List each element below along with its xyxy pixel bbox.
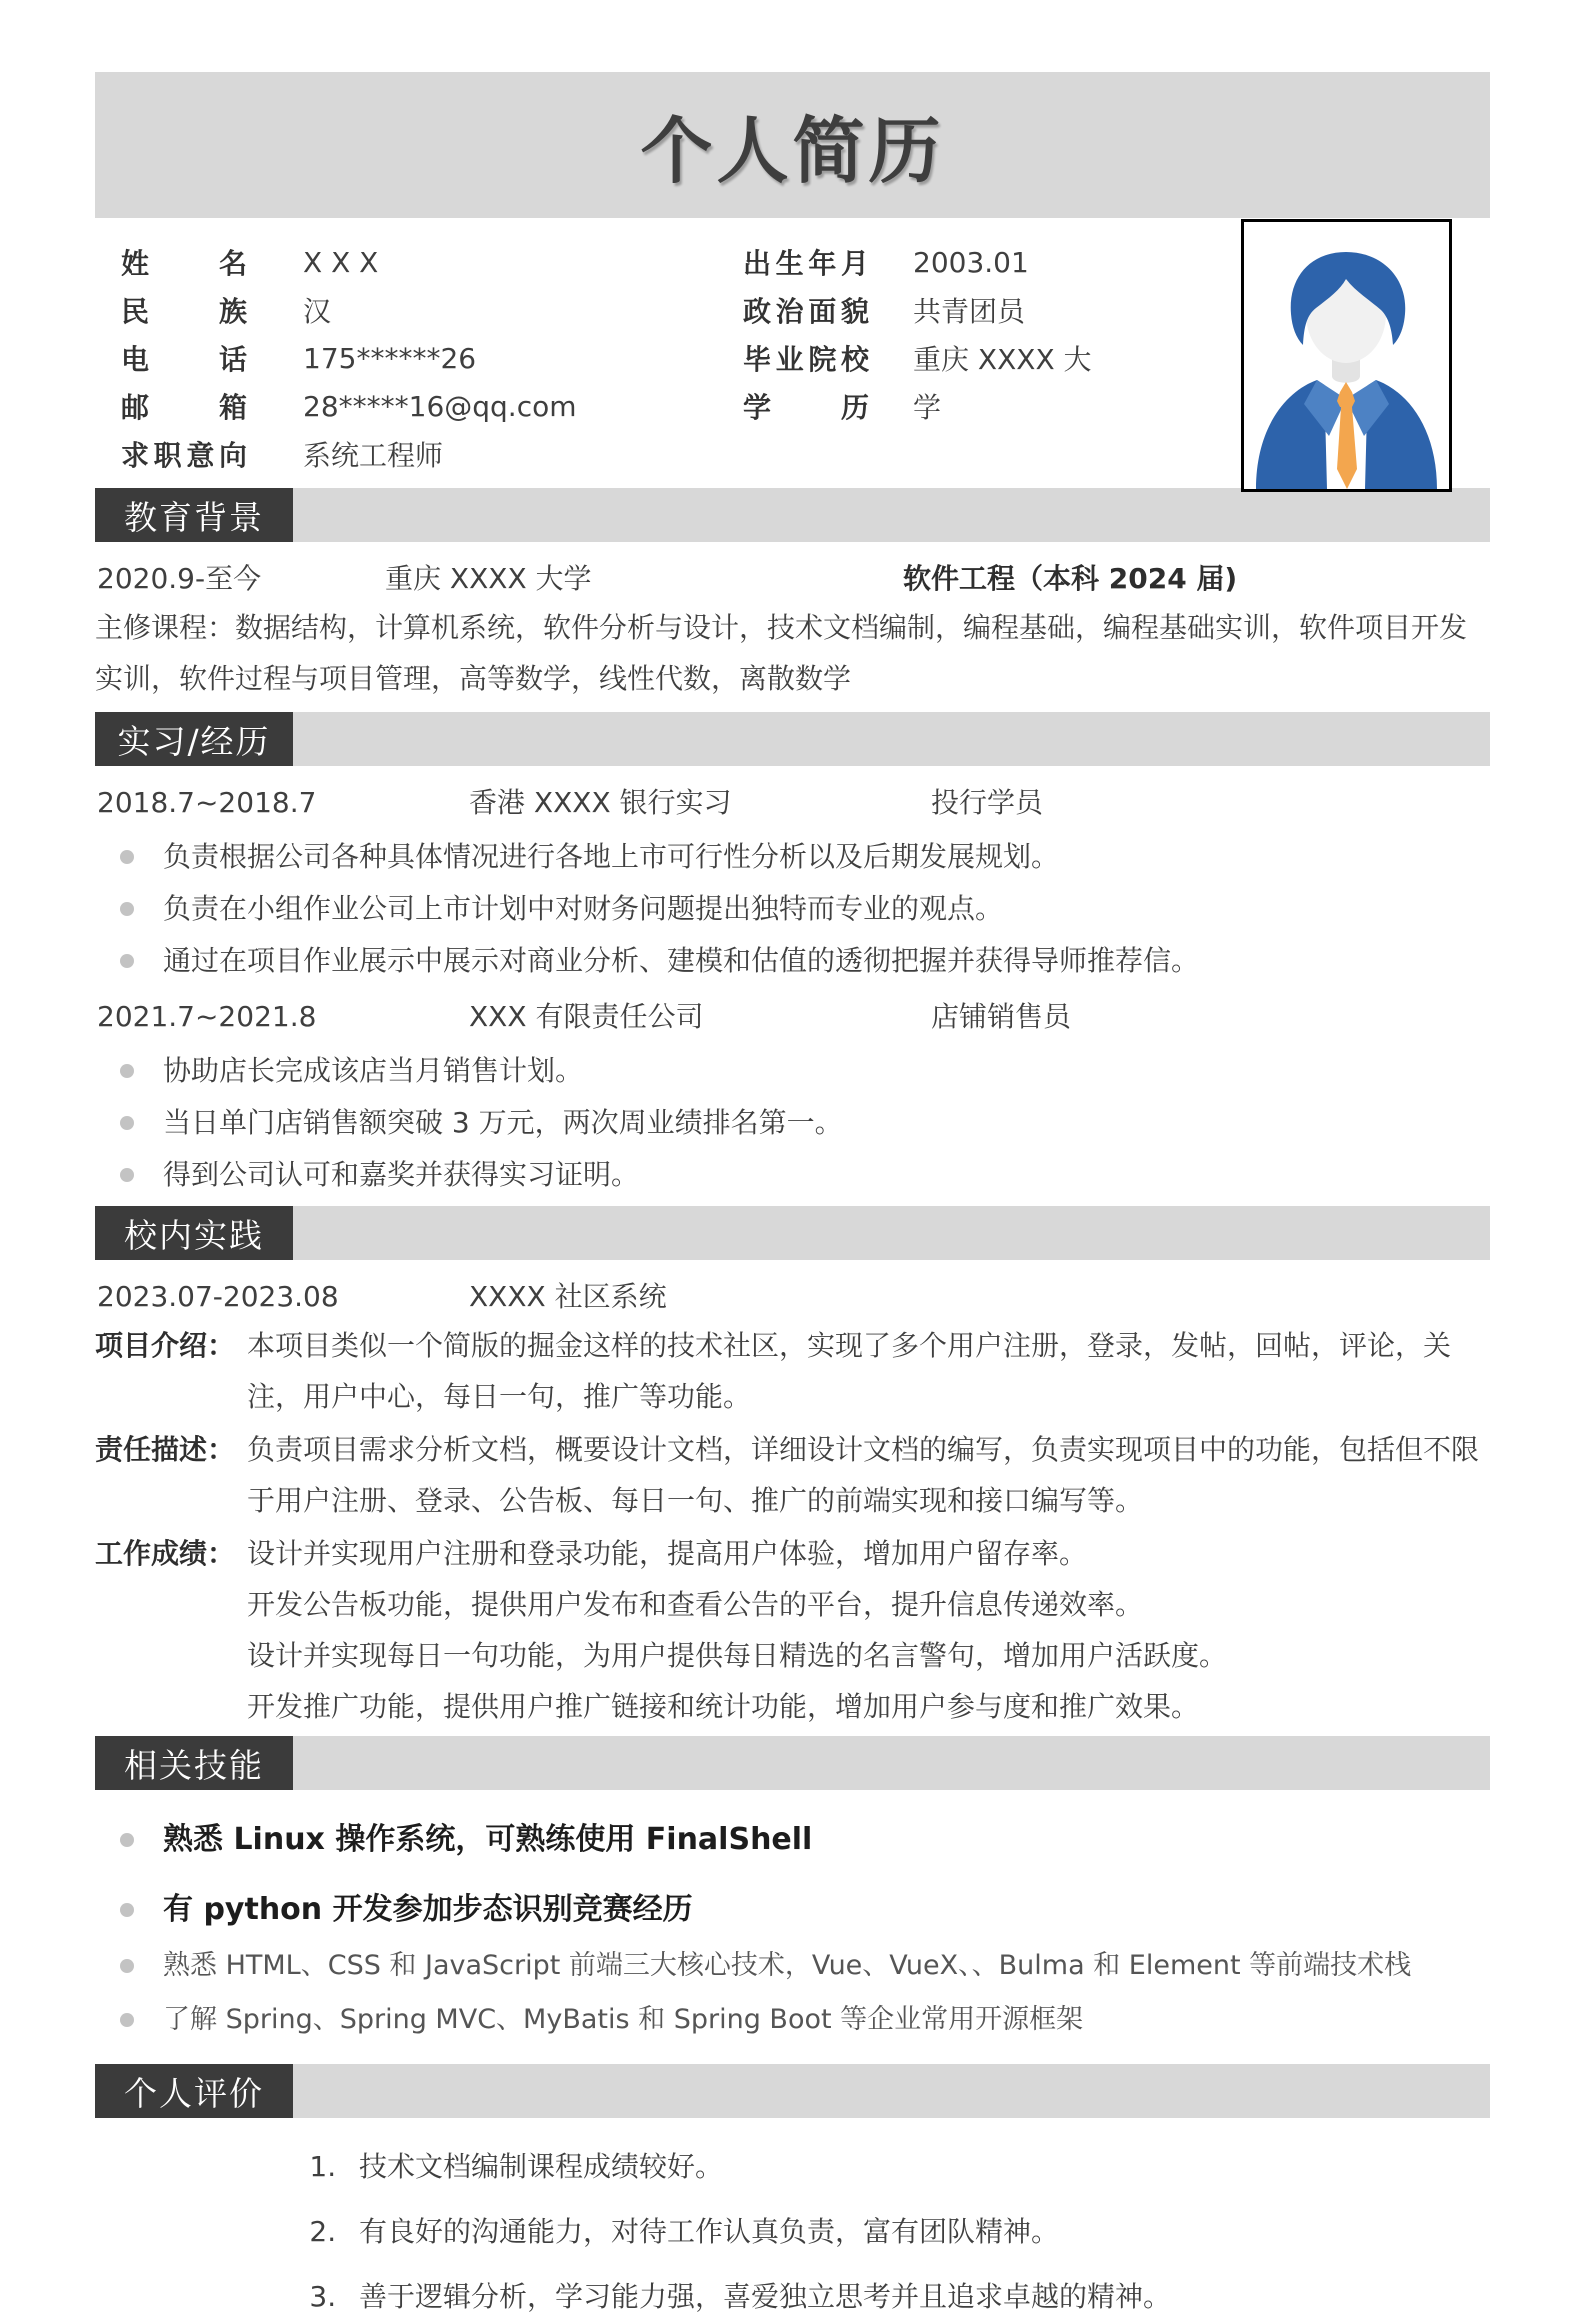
profile-section — [95, 218, 1490, 484]
section-header — [95, 1206, 1490, 1260]
job-row — [97, 782, 1490, 824]
bullet-text: 通过在项目作业展示中展示对商业分析、建模和估值的透彻把握并获得导师推荐信。 — [163, 944, 1200, 977]
bullet-dot-icon — [120, 1064, 134, 1078]
profile-row-political — [743, 286, 1243, 334]
field-value: 175******26 — [303, 341, 477, 375]
practice-item-body — [247, 1424, 1490, 1526]
section-header-bar — [293, 2064, 1490, 2118]
field-label: 电话 — [121, 343, 247, 376]
field-label: 出生年月 — [743, 247, 869, 280]
evaluation-item: 3. 善于逻辑分析，学习能力强，喜爱独立思考并且追求卓越的精神。 — [345, 2278, 1490, 2316]
education-period: 2020.9-至今 — [97, 562, 262, 595]
practice-item-body — [247, 1320, 1490, 1422]
practice-line: 开发公告板功能，提供用户发布和查看公告的平台，提升信息传递效率。 — [247, 1588, 1144, 1621]
bullet-text: 得到公司认可和嘉奖并获得实习证明。 — [163, 1158, 640, 1191]
experience-job — [95, 996, 1490, 1194]
bullet-item — [95, 890, 1490, 928]
field-label: 政治面貌 — [743, 295, 869, 328]
skill-item — [95, 1948, 1490, 1984]
practice-line: 设计并实现每日一句功能，为用户提供每日精选的名言警句，增加用户活跃度。 — [247, 1639, 1228, 1672]
section-heading: 相关技能 — [95, 1736, 293, 1790]
field-value: 学 — [913, 391, 942, 424]
bullet-item — [95, 1104, 1490, 1142]
skill-text: 熟悉 Linux 操作系统，可熟练使用 FinalShell — [163, 1822, 813, 1857]
profile-column-left — [95, 238, 743, 478]
field-value: X X X — [303, 245, 379, 279]
job-row — [97, 996, 1490, 1038]
bullet-dot-icon — [120, 1116, 134, 1130]
section-header — [95, 712, 1490, 766]
skill-text: 有 python 开发参加步态识别竞赛经历 — [163, 1892, 693, 1927]
profile-row-birth — [743, 238, 1243, 286]
job-role: 店铺销售员 — [931, 1000, 1072, 1033]
field-value: 汉 — [303, 295, 332, 328]
field-value: 重庆 XXXX 大 — [913, 343, 1092, 376]
skill-item — [95, 1890, 1490, 1930]
profile-row-email — [121, 382, 743, 430]
profile-row-ethnicity — [121, 286, 743, 334]
profile-photo — [1241, 219, 1452, 492]
bullet-text: 协助店长完成该店当月销售计划。 — [163, 1054, 584, 1087]
bullet-dot-icon — [120, 954, 134, 968]
skill-item — [95, 2002, 1490, 2038]
bullet-dot-icon — [120, 2013, 134, 2027]
job-bullet-list — [95, 1052, 1490, 1194]
practice-item-label: 项目介绍： — [95, 1329, 236, 1362]
job-bullet-list — [95, 838, 1490, 980]
profile-row-degree — [743, 382, 1243, 430]
section-header — [95, 488, 1490, 542]
practice-item-label: 责任描述： — [95, 1433, 236, 1466]
practice-item-label: 工作成绩： — [95, 1537, 236, 1570]
job-organization: 香港 XXXX 银行实习 — [469, 786, 732, 819]
job-role: 投行学员 — [931, 786, 1044, 819]
section-header-bar — [293, 1736, 1490, 1790]
bullet-dot-icon — [120, 902, 134, 916]
section-experience — [95, 712, 1490, 1194]
section-heading: 校内实践 — [95, 1206, 293, 1260]
practice-period: 2023.07-2023.08 — [97, 1280, 339, 1313]
evaluation-item: 2. 有良好的沟通能力，对待工作认真负责，富有团队精神。 — [345, 2213, 1490, 2251]
field-value: 共青团员 — [913, 295, 1026, 328]
section-header-bar — [293, 488, 1490, 542]
skill-item — [95, 1820, 1490, 1860]
field-label: 姓名 — [121, 247, 247, 280]
section-heading: 个人评价 — [95, 2064, 293, 2118]
bullet-item — [95, 838, 1490, 876]
profile-row-name — [121, 238, 743, 286]
bullet-dot-icon — [120, 850, 134, 864]
section-header-bar — [293, 1206, 1490, 1260]
evaluation-item: 1. 技术文档编制课程成绩较好。 — [345, 2148, 1490, 2186]
skill-text: 了解 Spring、Spring MVC、MyBatis 和 Spring Boot 等企业常用开源框架 — [163, 2004, 1084, 2035]
field-label: 学历 — [743, 391, 869, 424]
section-header-bar — [293, 712, 1490, 766]
practice-item-intro — [95, 1320, 1490, 1422]
experience-job — [95, 782, 1490, 980]
title-band — [95, 72, 1490, 218]
field-label: 民族 — [121, 295, 247, 328]
education-row — [97, 558, 1490, 600]
job-period: 2018.7~2018.7 — [97, 786, 317, 819]
practice-line: 负责项目需求分析文档，概要设计文档，详细设计文档的编写，负责实现项目中的功能，包括但不限于用户注册、登录、公告板、每日一句、推广的前端实现和接口编写等。 — [247, 1433, 1480, 1517]
practice-line: 本项目类似一个简版的掘金这样的技术社区，实现了多个用户注册，登录，发帖，回帖，评论，关注，用户中心，每日一句，推广等功能。 — [247, 1329, 1452, 1413]
section-heading: 实习/经历 — [95, 712, 293, 766]
bullet-dot-icon — [120, 1903, 134, 1917]
education-major: 软件工程（本科 2024 届) — [903, 562, 1238, 595]
field-value: 28*****16@qq.com — [303, 389, 577, 423]
bullet-item — [95, 1052, 1490, 1090]
bullet-text: 当日单门店销售额突破 3 万元，两次周业绩排名第一。 — [163, 1106, 843, 1139]
education-school: 重庆 XXXX 大学 — [385, 562, 592, 595]
practice-line: 设计并实现用户注册和登录功能，提高用户体验，增加用户留存率。 — [247, 1537, 1088, 1570]
education-courses: 主修课程：数据结构，计算机系统，软件分析与设计，技术文档编制，编程基础，编程基础实训，软件项目开发实训，软件过程与项目管理，高等数学，线性代数，离散数学 — [95, 611, 1468, 695]
evaluation-list — [313, 2148, 1490, 2316]
practice-item-achievement — [95, 1528, 1490, 1732]
practice-item-duty — [95, 1424, 1490, 1526]
bullet-dot-icon — [120, 1833, 134, 1847]
bullet-item — [95, 942, 1490, 980]
avatar-illustration-icon — [1244, 222, 1449, 489]
practice-item-body — [247, 1528, 1490, 1732]
resume-page — [0, 72, 1587, 2316]
practice-project: XXXX 社区系统 — [469, 1280, 667, 1313]
practice-line: 开发推广功能，提供用户推广链接和统计功能，增加用户参与度和推广效果。 — [247, 1690, 1200, 1723]
bullet-dot-icon — [120, 1168, 134, 1182]
field-label: 毕业院校 — [743, 343, 869, 376]
job-organization: XXX 有限责任公司 — [469, 1000, 704, 1033]
section-evaluation — [95, 2064, 1490, 2316]
section-heading: 教育背景 — [95, 488, 293, 542]
skill-text: 熟悉 HTML、CSS 和 JavaScript 前端三大核心技术，Vue、VueX、、Bulma 和 Element 等前端技术栈 — [163, 1950, 1412, 1981]
profile-row-objective — [121, 430, 743, 478]
practice-row — [97, 1276, 1490, 1318]
field-label: 求职意向 — [121, 439, 247, 472]
profile-row-school — [743, 334, 1243, 382]
section-skills — [95, 1736, 1490, 2038]
section-education — [95, 488, 1490, 704]
field-value: 2003.01 — [913, 245, 1029, 279]
section-header — [95, 2064, 1490, 2118]
bullet-text: 负责在小组作业公司上市计划中对财务问题提出独特而专业的观点。 — [163, 892, 1004, 925]
field-value: 系统工程师 — [303, 439, 444, 472]
profile-row-phone — [121, 334, 743, 382]
page-title: 个人简历 — [640, 109, 945, 193]
bullet-text: 负责根据公司各种具体情况进行各地上市可行性分析以及后期发展规划。 — [163, 840, 1060, 873]
section-header — [95, 1736, 1490, 1790]
profile-column-right — [743, 238, 1243, 478]
job-period: 2021.7~2021.8 — [97, 1000, 317, 1033]
field-label: 邮箱 — [121, 391, 247, 424]
section-practice — [95, 1206, 1490, 1732]
bullet-dot-icon — [120, 1959, 134, 1973]
bullet-item — [95, 1156, 1490, 1194]
